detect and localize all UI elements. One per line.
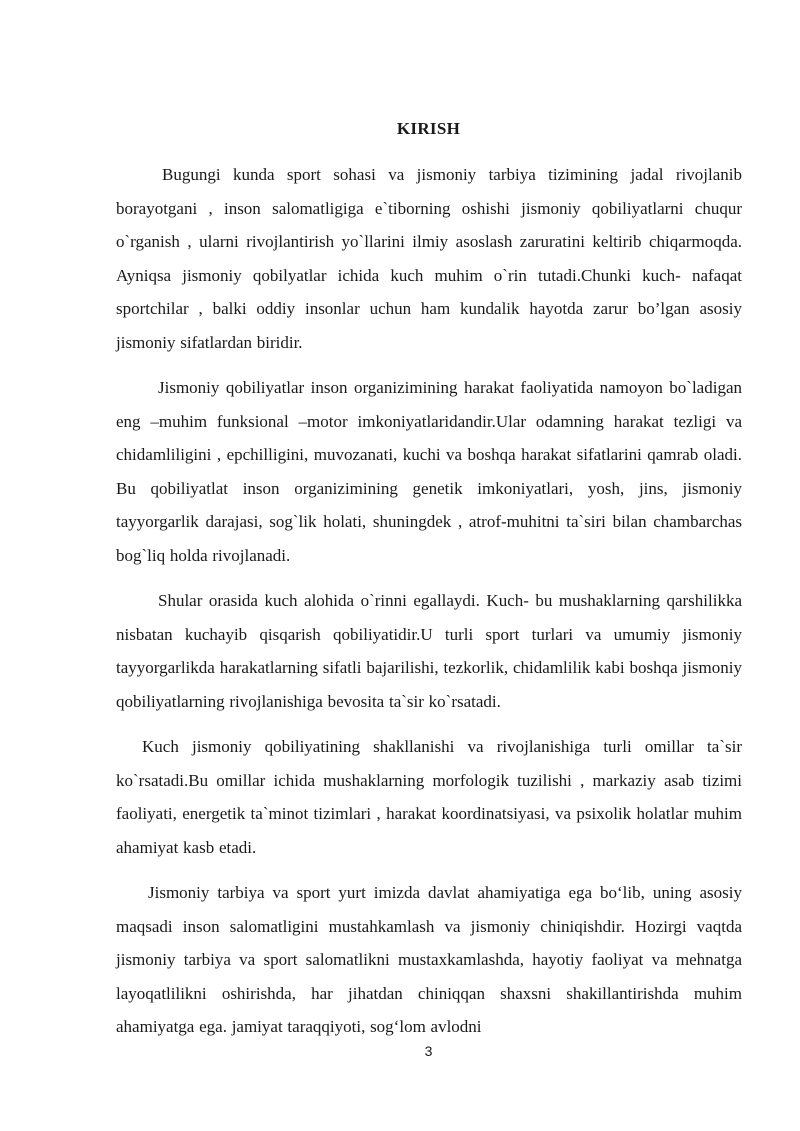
paragraph-1: Bugungi kunda sport sohasi va jismoniy tarbiya tizimining jadal rivojlanib borayotgani , inson salomatligiga e`tiborning oshishi jismoniy qobiliyatlarni chuqur o`rganish , ularni rivojlantirish yo`llarini ilmiy asoslash zaruratini keltirib chiqarmoqda. Ayniqsa jismoniy qobilyatlar ichida kuch muhim o`rin tutadi.Chunki kuch- nafaqat sportchilar , balki oddiy insonlar uchun ham kundalik hayotda zarur bo’lgan asosiy jismoniy sifatlardan biridir. xyxy=(116,165,742,352)
paragraph-3: Shular orasida kuch alohida o`rinni egallaydi. Kuch- bu mushaklarning qarshilikka nisbatan kuchayib qisqarish qobiliyatidir.U turli sport turlari va umumiy jismoniy tayyorgarlikda harakatlarning sifatli bajarilishi, tezkorlik, chidamlilik kabi boshqa jismoniy qobiliyatlarning rivojlanishiga bevosita ta`sir ko`rsatadi. xyxy=(116,591,742,711)
paragraph-5: Jismoniy tarbiya va sport yurt imizda davlat ahamiyatiga ega bo‘lib, uning asosiy maqsadi inson salomatligini mustahkamlash va jismoniy chiniqishdir. Hozirgi vaqtda jismoniy tarbiya va sport salomatlikni mustaxkamlashda, hayotiy faoliyat va mehnatga layoqatlilikni oshirishda, har jihatdan chiniqqan shaxsni shakillantirishda muhim ahamiyatga ega. jamiyat taraqqiyoti, sog‘lom avlodni xyxy=(116,883,742,1036)
page-number: 3 xyxy=(424,1043,433,1059)
paragraph-2: Jismoniy qobiliyatlar inson organizimining harakat faoliyatida namoyon bo`ladigan eng –muhim funksional –motor imkoniyatlaridandir.Ular odamning harakat tezligi va chidamliligini , epchilligini, muvozanati, kuchi va boshqa harakat sifatlarini qamrab oladi. Bu qobiliyatlat inson organizimining genetik imkoniyatlari, yosh, jins, jismoniy tayyorgarlik darajasi, sog`lik holati, shuningdek , atrof-muhitni ta`siri bilan chambarchas bog`liq holda rivojlanadi. xyxy=(116,378,742,565)
paragraph-4: Kuch jismoniy qobiliyatining shakllanishi va rivojlanishiga turli omillar ta`sir ko`rsatadi.Bu omillar ichida mushaklarning morfologik tuzilishi , markaziy asab tizimi faoliyati, energetik ta`minot tizimlari , harakat koordinatsiyasi, va psixolik holatlar muhim ahamiyat kasb etadi. xyxy=(116,737,742,857)
section-title: KIRISH xyxy=(396,119,461,138)
body-text xyxy=(116,158,742,1056)
